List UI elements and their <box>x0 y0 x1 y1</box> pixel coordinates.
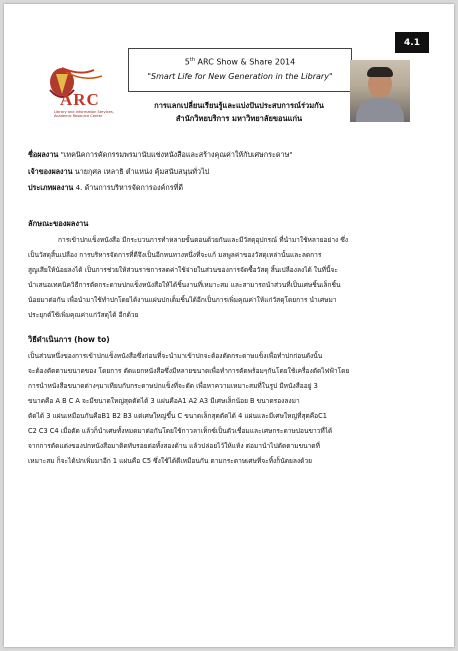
arc-logo <box>32 64 128 122</box>
work-type-row: ประเภทผลงาน 4. ด้านการบริหารจัดการองค์กรที่ดี <box>28 183 184 192</box>
logo-name: ARC <box>60 90 100 109</box>
header-subtitle-1: การแลกเปลี่ยนเรียนรู้และแบ่งปันประสบการณ์ร่วมกัน <box>154 101 324 110</box>
header-subtitle-2: สำนักวิทยบริการ มหาวิทยาลัยขอนแก่น <box>175 114 303 123</box>
document-page <box>4 4 454 647</box>
howto-heading: วิธีดำเนินการ (how to) <box>28 335 110 344</box>
work-owner-row: เจ้าของผลงาน นายกุศล เหลาธิ ตำแหน่ง คุ้มสนับสนุนทั่วไป <box>28 167 210 176</box>
event-header-box <box>128 48 352 92</box>
characteristics-paragraph: การเข้าปกแข็งหนังสือ มีกระบวนการทำหลายขั้นตอนด้วยกันและมีวัสดุอุปกรณ์ ที่นำมาใช้หลายอย่าง ซึ่ง เป็นวัสดุสิ้นเปลือง การบริหารจัดการที่ดีจึงเป็นอีกหนทางหนึ่งที่จะแก้ มลพูลค่าของวัสดุเหล่านั้นและลดการ สูญเสียให้น้อยลงได้ เป็นการช่วยให้ส่วนราชการลดค่าใช้จ่ายในส่วนของการจัดซื้อวัสดุ สิ้นเปลืองลงได้ ในที่นี้จะ นำเสนอเทคนิควิธีการตัดกระดาษปกแข็งหนังสือให้ได้ชิ้นงานที่เหมาะสม และสามารถนำส่วนที่เป็นเศษชิ้นเล็กชิ้น น้อยมาต่อกัน เพื่อนำมาใช้ทำปกโดยได้งานแผ่นปกเต็มชิ้นได้อีกเป็นการเพิ่มคุณค่าให้แก่วัสดุโดยการ นำเศษมา ประยุกต์ใช้เพิ่มคุณค่าแก่วัสดุได้ อีกด้วย <box>28 236 349 319</box>
work-title-row: ชื่อผลงาน "เทคนิคการคัดกรรมพรมานับแช่งหนังสือและสร้างคุณค่าให้กับเศษกระดาษ" <box>28 150 293 159</box>
author-photo <box>350 60 410 122</box>
howto-paragraph: เป็นส่วนหนึ่งของการเข้าปกแข็งหนังสือซึ่งก่อนที่จะนำมาเข้าปกจะต้องตัดกระดาษแข็งเพื่อทำปกก่อนดังนั้น จะต้องตัดตามขนาดของ โดยการ ตัดแยกหนังสือซึ่งมีหลายขนาดเพื่อทำการตัดพร้อมๆกันโดยใช้เครื่องตัดไฟฟ้าโดย การนำหนังสือขนาดต่างๆมาเทียบกับกระดาษปกแข็งที่จะตัด เพื่อหาความเหมาะสมที่ในรูป มีหนังสืออยู่ 3 ขนาดคือ A B C A จะมีขนาดใหญ่สุดตัดได้ 3 แผ่นคือA1 A2 A3 มีเศษเล็กน้อย B ขนาดรองลงมา ตัดได้ 3 แผ่นเหมือนกันคือB1 B2 B3 แต่เศษใหญ่ขึ้น C ขนาดเล็กสุดตัดได้ 4 แผ่นและมีเศษใหญ่ที่สุดคือC1 C2 C3 C4 เมื่อตัด แล้วก็นำเศษทั้งหมดมาต่อกันโดยใช้กาวลาเท็กซ์เป็นตัวเชื่อมและเศษกระดาษปอนขาวที่ได้ จากการตัดแต่งของปกหนังสือมาติดทับรอยต่อทั้งสองด้าน แล้วปล่อยไว้ให้แห้ง ต่อมานำไปตัดตามขนาดที่ เหมาะสม ก็จะได้ปกเพิ่มมาอีก 1 แผ่นคือ C5 ซึ่งใช้ได้ดีเหมือนกัน ตามกระดาษเศษที่จะทิ้งก็นัดยลงด้วย <box>28 352 350 465</box>
event-theme: "Smart Life for New Generation in the Library" <box>147 71 333 81</box>
page-number-badge: 4.1 <box>395 32 429 53</box>
event-title: 5th ARC Show & Share 2014 <box>184 57 296 67</box>
characteristics-heading: ลักษณะของผลงาน <box>28 219 89 228</box>
logo-subtitle: Library and Information Services, Academic Resource Center <box>54 110 114 119</box>
